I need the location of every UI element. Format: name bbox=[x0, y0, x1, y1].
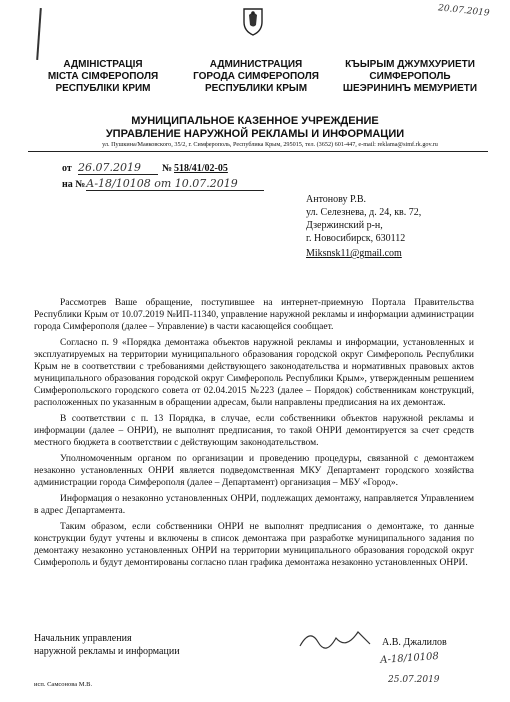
number-label: № bbox=[162, 163, 173, 174]
paragraph-5: Информация о незаконно установленных ОНРИ, подлежащих демонтажу, направляется Управлением в адрес Департамента. bbox=[34, 494, 474, 516]
letter-body bbox=[34, 297, 474, 573]
margin-pen-stroke bbox=[36, 8, 42, 60]
reply-to-label: на № bbox=[62, 179, 86, 190]
handwritten-reference: А-18/10108 bbox=[379, 650, 440, 667]
header-ukrainian: АДМІНІСТРАЦІЯ МІСТА СІМФЕРОПОЛЯ РЕСПУБЛІКИ КРИМ bbox=[47, 59, 159, 94]
recipient-block bbox=[306, 193, 421, 260]
paragraph-2: Согласно п. 9 «Порядка демонтажа объектов наружной рекламы и информации, установленных и эксплуатируемых на территории муниципального образования городской округ Симферополь Республики Крым не в соответствии с требованиями действующего законодательства и нормативных правовых актов муниципального образования городской округ Симферополь Республики Крым», утвержденным решением Симферопольского городского совета от 02.04.2015 №223 (далее – Порядок) собственникам конструкций, расположенных по указанным в обращении адресам, были направлены предписания на их демонтаж. bbox=[34, 338, 474, 408]
paragraph-1: Рассмотрев Ваше обращение, поступившее на интернет-приемную Портала Правительства Республики Крым от 10.07.2019 №ИП-11340, управление наружной рекламы и информации администрации города Симферополя (далее – Управление) в части касающейся сообщает. bbox=[34, 298, 474, 332]
recipient-street: ул. Селезнева, д. 24, кв. 72, bbox=[306, 207, 422, 218]
reply-to-number: А-18/10108 от 10.07.2019 bbox=[86, 177, 264, 191]
recipient-district: Дзержинский р-н, bbox=[306, 220, 383, 231]
header-crimean-tatar: КЪЫРЫМ ДЖУМХУРИЕТИ СИМФЕРОПОЛЬ ШЕЭРИНИНЪ МЕМУРИЕТИ bbox=[342, 59, 478, 94]
from-label: от bbox=[62, 163, 72, 174]
recipient-city: г. Новосибирск, 630112 bbox=[306, 233, 406, 244]
paragraph-6: Таким образом, если собственники ОНРИ не выполнят предписания о демонтаже, то данные конструкции будут учтены и включены в список демонтажа при разработке муниципального задания по демонтажу незаконно установленных ОНРИ на территории муниципального образования городской округ Симферополь и будут демонтированы согласно план графика демонтажа незаконно установленных ОНРИ. bbox=[34, 522, 474, 568]
outgoing-date: 26.07.2019 bbox=[78, 161, 158, 175]
address-line: ул. Пушкина/Маяковского, 35/2, г. Симферополь, Республика Крым, 295015, тел. (3652) 601-447, e-mail: reklama@simf.rk.gov.ru bbox=[102, 141, 438, 148]
handwritten-signature bbox=[296, 624, 376, 654]
paragraph-3: В соответствии с п. 13 Порядка, в случае, если собственники объектов наружной рекламы и информации (далее – ОНРИ), не выполнят предписания, то такой ОНРИ демонтируется за счет средств местного бюджета в соответствии с действующим законодательством. bbox=[34, 414, 474, 448]
handwritten-date-top: 20.07.2019 bbox=[437, 3, 490, 19]
recipient-name: Антонову Р.В. bbox=[306, 194, 367, 205]
executor-note: исп. Самсонова М.В. bbox=[34, 681, 93, 688]
recipient-email: Miksnsk11@gmail.com bbox=[306, 248, 402, 259]
paragraph-4: Уполномоченным органом по организации и проведению процедуры, связанной с демонтажем незаконно установленных ОНРИ является подведомственная МКУ Департамент городского хозяйства администрации города Симферополя (далее – Департамент) организация – МБУ «Город». bbox=[34, 454, 474, 488]
signatory-position: Начальник управления наружной рекламы и информации bbox=[34, 633, 180, 657]
signatory-name: А.В. Джалилов bbox=[382, 637, 447, 648]
coat-of-arms-icon bbox=[241, 6, 265, 36]
institution-name: МУНИЦИПАЛЬНОЕ КАЗЕННОЕ УЧРЕЖДЕНИЕ УПРАВЛЕНИЕ НАРУЖНОЙ РЕКЛАМЫ И ИНФОРМАЦИИ bbox=[105, 115, 405, 140]
registration-block bbox=[62, 163, 322, 195]
header-russian: АДМИНИСТРАЦИЯ ГОРОДА СИМФЕРОПОЛЯ РЕСПУБЛИКИ КРЫМ bbox=[193, 59, 319, 94]
header-rule bbox=[28, 151, 488, 152]
outgoing-number: 518/41/02-05 bbox=[174, 163, 228, 174]
handwritten-sign-date: 25.07.2019 bbox=[388, 675, 440, 685]
